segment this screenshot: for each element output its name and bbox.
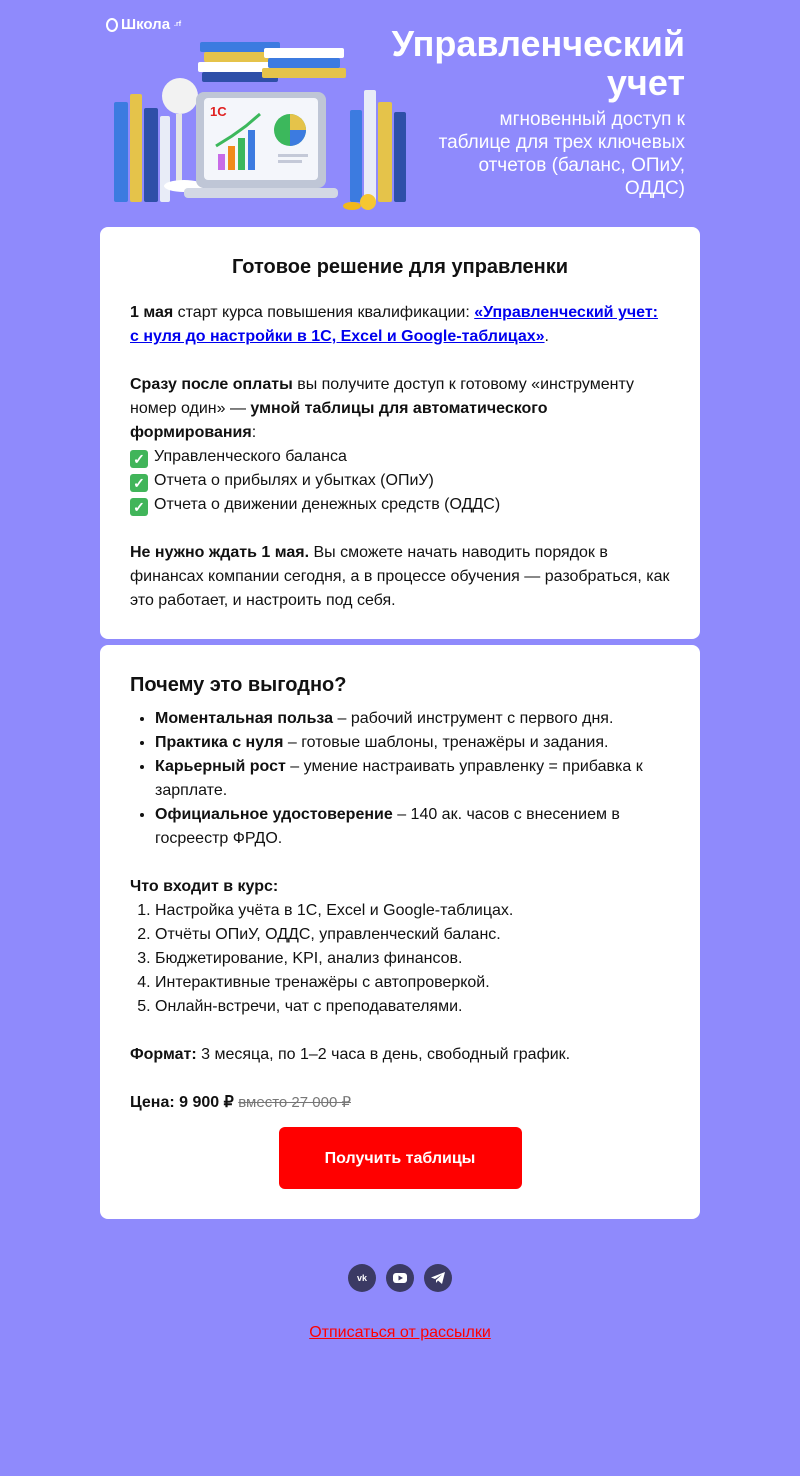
price-current: Цена: 9 900 ₽: [130, 1094, 234, 1111]
checkmark-icon: ✓: [130, 450, 148, 468]
benefits-heading: Почему это выгодно?: [130, 674, 347, 696]
price-old: вместо 27 000 ₽: [238, 1094, 351, 1111]
includes-title: [130, 875, 670, 899]
benefit-title: Официальное удостоверение: [155, 806, 393, 823]
report-checklist: [130, 445, 670, 517]
benefit-item: [155, 755, 670, 803]
access-paragraph: [130, 373, 670, 445]
include-item: 2. Отчёты ОПиУ, ОДДС, управленческий баланс.: [155, 923, 670, 947]
checklist-text: Управленческого баланса: [154, 448, 347, 465]
screen-brand-text: 1С: [210, 104, 227, 119]
course-link[interactable]: «Управленческий учет: с нуля до настройки в 1С, Excel и Google-таблицах»: [130, 304, 658, 345]
no-wait-bold: Не нужно ждать 1 мая.: [130, 544, 310, 561]
checkmark-icon: ✓: [130, 474, 148, 492]
checklist-text: Отчета о прибылях и убытках (ОПиУ): [154, 472, 434, 489]
access-text: вы получите доступ к готовому «инструменту номер один» —: [130, 376, 634, 417]
start-end: .: [544, 328, 549, 345]
no-wait-paragraph: [130, 541, 670, 613]
include-item: 3. Бюджетирование, KPI, анализ финансов.: [155, 947, 670, 971]
benefit-item: [155, 731, 670, 755]
price-paragraph: [130, 1091, 670, 1115]
checklist-item: [130, 445, 670, 469]
include-item: 1. Настройка учёта в 1С, Excel и Google-таблицах.: [155, 899, 670, 923]
access-end: :: [251, 424, 257, 441]
email-container: [100, 0, 700, 1342]
start-text: старт курса повышения квалификации:: [173, 304, 475, 321]
checkmark-icon: ✓: [130, 498, 148, 516]
benefit-title: Моментальная польза: [155, 710, 334, 727]
format-label: Формат:: [130, 1046, 197, 1063]
youtube-icon[interactable]: [386, 1264, 414, 1292]
banner-title: Управленческий учет: [391, 23, 685, 103]
benefit-item: [155, 707, 670, 731]
start-date: 1 мая: [130, 304, 174, 321]
benefit-text: – 140 ак. часов с внесением в госреестр ФРДО.: [155, 806, 620, 847]
includes-title-text: Что входит в курс:: [130, 878, 279, 895]
unsubscribe-link[interactable]: Отписаться от рассылки: [309, 1324, 491, 1341]
access-bold-2: умной таблицы для автоматического формирования: [130, 400, 548, 441]
benefit-title: Практика с нуля: [155, 734, 284, 751]
checklist-item: [130, 469, 670, 493]
unsubscribe-row: [100, 1324, 700, 1342]
benefit-text: – рабочий инструмент с первого дня.: [333, 710, 614, 727]
telegram-icon[interactable]: [424, 1264, 452, 1292]
vk-icon[interactable]: vk: [348, 1264, 376, 1292]
benefits-card: [100, 645, 700, 1219]
format-text: 3 месяца, по 1–2 часа в день, свободный график.: [196, 1046, 571, 1063]
benefits-list: [130, 707, 670, 851]
format-paragraph: [130, 1043, 670, 1067]
logo-text: Школа: [121, 16, 171, 33]
benefit-text: – умение настраивать управленку = прибавка к зарплате.: [155, 758, 643, 799]
benefit-item: [155, 803, 670, 851]
benefit-text: – готовые шаблоны, тренажёры и задания.: [283, 734, 609, 751]
no-wait-text: Вы сможете начать наводить порядок в финансах компании сегодня, а в процессе обучения — разобраться, как это работает, и настроить под себя.: [130, 544, 670, 609]
course-start-paragraph: [130, 301, 670, 349]
checklist-item: [130, 493, 670, 517]
includes-list: [130, 899, 670, 1019]
include-item: 4. Интерактивные тренажёры с автопроверкой.: [155, 971, 670, 995]
hero-banner: [100, 0, 700, 218]
banner-subtitle: мгновенный доступ к таблице для трех ключевых отчетов (баланс, ОПиУ, ОДДС): [438, 109, 685, 199]
logo-superscript: .rf: [174, 21, 182, 28]
include-item: 5. Онлайн-встречи, чат с преподавателями.: [155, 995, 670, 1019]
intro-card: [100, 227, 700, 639]
access-bold-1: Сразу после оплаты: [130, 376, 293, 393]
social-links: [100, 1264, 700, 1292]
intro-heading: Готовое решение для управленки: [231, 256, 569, 278]
get-tables-button[interactable]: Получить таблицы: [279, 1127, 522, 1189]
checklist-text: Отчета о движении денежных средств (ОДДС): [154, 496, 501, 513]
benefit-title: Карьерный рост: [155, 758, 286, 775]
